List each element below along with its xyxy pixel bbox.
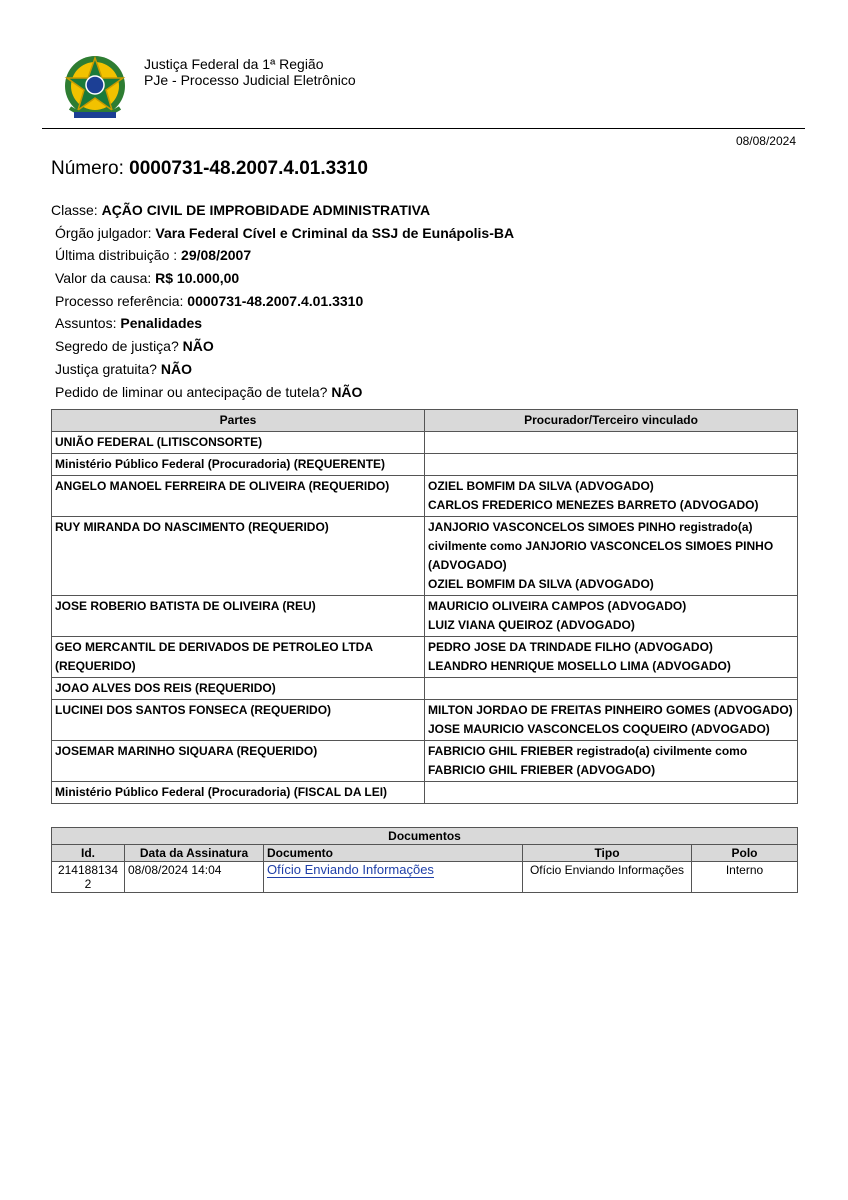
meta-label: Processo referência: [55, 292, 184, 309]
header-divider [42, 128, 805, 129]
brazil-coat-of-arms-icon [60, 52, 130, 124]
table-row [52, 700, 798, 741]
party-attorneys [425, 741, 798, 782]
meta-value: AÇÃO CIVIL DE IMPROBIDADE ADMINISTRATIVA [101, 202, 431, 218]
meta-row-assuntos [51, 313, 514, 336]
meta-value: 29/08/2007 [181, 247, 252, 264]
column-header-documento: Documento [264, 845, 523, 862]
meta-row-valor [51, 268, 514, 291]
table-row [52, 637, 798, 678]
attorney: PEDRO JOSE DA TRINDADE FILHO (ADVOGADO) [428, 640, 713, 654]
table-row [52, 476, 798, 517]
header-line-1: Justiça Federal da 1ª Região [144, 56, 324, 72]
document-polo: Interno [692, 862, 798, 893]
document-date: 08/08/2024 [735, 134, 796, 148]
document-date-signed: 08/08/2024 14:04 [125, 862, 264, 893]
party-attorneys [425, 700, 798, 741]
attorney: MILTON JORDAO DE FREITAS PINHEIRO GOMES (ADVOGADO) [428, 703, 793, 717]
party-attorneys [425, 454, 798, 476]
document-header [60, 52, 800, 128]
meta-row-gratuita [51, 359, 514, 382]
documents-title-row [52, 828, 798, 845]
table-row [52, 517, 798, 596]
document-type: Ofício Enviando Informações [523, 862, 692, 893]
party-attorneys [425, 782, 798, 804]
attorney: JOSE MAURICIO VASCONCELOS COQUEIRO (ADVOGADO) [428, 722, 770, 736]
documents-table [51, 827, 798, 893]
meta-value: NÃO [182, 338, 214, 355]
column-header-polo: Polo [692, 845, 798, 862]
meta-row-segredo [51, 336, 514, 359]
party-name: JOAO ALVES DOS REIS (REQUERIDO) [52, 678, 425, 700]
meta-label: Assuntos: [55, 315, 117, 332]
meta-label: Pedido de liminar ou antecipação de tutela? [55, 383, 328, 400]
meta-value: Penalidades [120, 315, 203, 332]
meta-label: Órgão julgador: [55, 224, 152, 241]
attorney: OZIEL BOMFIM DA SILVA (ADVOGADO) [428, 479, 654, 493]
meta-row-referencia [51, 291, 514, 314]
party-attorneys [425, 678, 798, 700]
document-id: 2141881342 [52, 862, 125, 893]
meta-row-distribuicao [51, 245, 514, 268]
table-row [52, 596, 798, 637]
party-name: Ministério Público Federal (Procuradoria) (FISCAL DA LEI) [52, 782, 425, 804]
document-cell [264, 862, 523, 893]
meta-label: Última distribuição : [55, 247, 178, 264]
attorney: OZIEL BOMFIM DA SILVA (ADVOGADO) [428, 577, 654, 591]
table-row [52, 862, 798, 893]
party-attorneys [425, 432, 798, 454]
process-number-value: 0000731-48.2007.4.01.3310 [129, 158, 368, 179]
party-name: JOSEMAR MARINHO SIQUARA (REQUERIDO) [52, 741, 425, 782]
meta-label: Valor da causa: [55, 270, 152, 287]
meta-value: R$ 10.000,00 [155, 270, 240, 287]
meta-row-liminar [51, 382, 514, 405]
party-attorneys [425, 637, 798, 678]
attorney: MAURICIO OLIVEIRA CAMPOS (ADVOGADO) [428, 599, 687, 613]
party-name: RUY MIRANDA DO NASCIMENTO (REQUERIDO) [52, 517, 425, 596]
table-row [52, 741, 798, 782]
documents-header-row [52, 845, 798, 862]
meta-row-classe [51, 200, 514, 223]
column-header-id: Id. [52, 845, 125, 862]
process-number-label: Número: [51, 158, 124, 179]
header-text [144, 56, 356, 88]
table-row [52, 678, 798, 700]
attorney: JANJORIO VASCONCELOS SIMOES PINHO registrado(a) civilmente como JANJORIO VASCONCELOS SIMOES PINHO (ADVOGADO) [428, 520, 774, 572]
meta-label: Segredo de justiça? [55, 338, 179, 355]
meta-row-orgao [51, 223, 514, 246]
table-row [52, 454, 798, 476]
meta-value: NÃO [331, 383, 363, 400]
party-name: Ministério Público Federal (Procuradoria) (REQUERENTE) [52, 454, 425, 476]
party-name: UNIÃO FEDERAL (LITISCONSORTE) [52, 432, 425, 454]
meta-value: NÃO [160, 360, 192, 377]
meta-label: Classe: [51, 202, 98, 218]
parties-table [51, 409, 798, 804]
attorney: LUIZ VIANA QUEIROZ (ADVOGADO) [428, 618, 635, 632]
documents-title: Documentos [52, 828, 798, 845]
party-attorneys [425, 596, 798, 637]
party-name: JOSE ROBERIO BATISTA DE OLIVEIRA (REU) [52, 596, 425, 637]
header-line-2: PJe - Processo Judicial Eletrônico [144, 72, 356, 88]
document-link[interactable]: Ofício Enviando Informações [267, 862, 434, 877]
table-row [52, 432, 798, 454]
attorney: LEANDRO HENRIQUE MOSELLO LIMA (ADVOGADO) [428, 659, 731, 673]
process-number [51, 158, 368, 180]
process-metadata [51, 200, 514, 404]
column-header-procurador: Procurador/Terceiro vinculado [425, 410, 798, 432]
party-name: LUCINEI DOS SANTOS FONSECA (REQUERIDO) [52, 700, 425, 741]
meta-label: Justiça gratuita? [55, 360, 157, 377]
column-header-partes: Partes [52, 410, 425, 432]
attorney: CARLOS FREDERICO MENEZES BARRETO (ADVOGADO) [428, 498, 759, 512]
party-attorneys [425, 476, 798, 517]
parties-header-row [52, 410, 798, 432]
column-header-tipo: Tipo [523, 845, 692, 862]
table-row [52, 782, 798, 804]
party-attorneys [425, 517, 798, 596]
party-name: GEO MERCANTIL DE DERIVADOS DE PETROLEO LTDA (REQUERIDO) [52, 637, 425, 678]
meta-value: 0000731-48.2007.4.01.3310 [187, 292, 364, 309]
party-name: ANGELO MANOEL FERREIRA DE OLIVEIRA (REQUERIDO) [52, 476, 425, 517]
meta-value: Vara Federal Cível e Criminal da SSJ de Eunápolis-BA [155, 224, 515, 241]
column-header-data: Data da Assinatura [125, 845, 264, 862]
attorney: FABRICIO GHIL FRIEBER registrado(a) civilmente como FABRICIO GHIL FRIEBER (ADVOGADO) [428, 744, 748, 777]
